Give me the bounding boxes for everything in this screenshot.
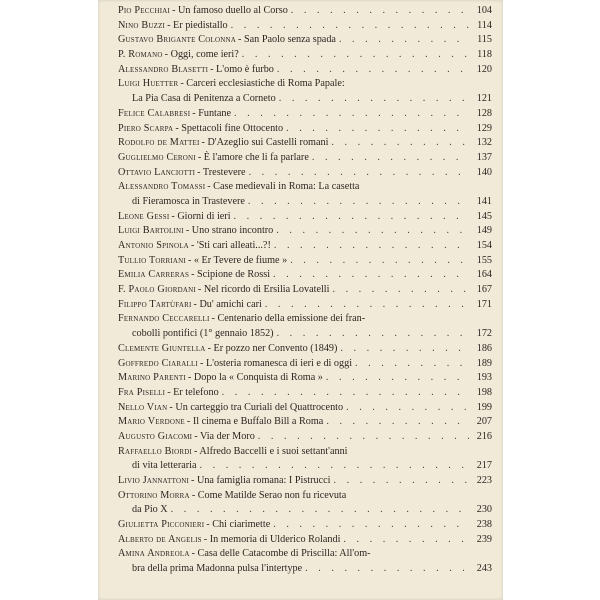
toc-entry-line xyxy=(118,357,492,372)
entry-page-number: 155 xyxy=(476,254,492,266)
toc-entry-line xyxy=(118,151,492,166)
entry-author: Amina Andreola xyxy=(118,548,190,560)
toc-entry xyxy=(118,268,492,283)
entry-title: - « Er Tevere de fiume » xyxy=(187,254,288,266)
entry-author: Alessandro Blasetti xyxy=(118,63,209,75)
entry-page-number: 243 xyxy=(476,563,492,575)
entry-page-number: 154 xyxy=(476,240,492,251)
toc-entry-line xyxy=(118,19,492,34)
entry-page-number: 149 xyxy=(476,225,492,237)
toc-entry xyxy=(118,298,492,313)
entry-title: - In memoria di Ulderico Rolandi xyxy=(203,533,341,545)
entry-title: - Dopo la « Conquista di Roma » xyxy=(187,372,323,384)
entry-title: - Case medievali in Roma: La casetta xyxy=(207,181,360,193)
entry-title: - Via der Moro xyxy=(194,430,255,442)
toc-entry xyxy=(118,445,492,474)
entry-title: - Trestevere xyxy=(197,166,246,178)
toc-entry-line xyxy=(118,4,492,19)
entry-author: Alessandro Tomassi xyxy=(118,181,206,193)
entry-title: - Uno strano incontro xyxy=(185,225,274,237)
toc-entry xyxy=(118,239,492,254)
leader-dots xyxy=(242,48,469,63)
toc-entry xyxy=(118,166,492,181)
toc-entry-line xyxy=(118,312,492,327)
entry-page-number: 104 xyxy=(476,5,492,16)
toc-entry xyxy=(118,122,492,137)
toc-entry xyxy=(118,357,492,372)
toc-entry-line xyxy=(118,254,492,269)
entry-title: - Chi ciarimette xyxy=(206,519,271,531)
entry-author: Antonio Spinola xyxy=(118,240,189,251)
entry-title: - L'osteria romanesca di ieri e di oggi xyxy=(200,357,353,369)
entry-title: - Come Matilde Serao non fu ricevuta xyxy=(191,489,347,501)
entry-title: - San Paolo senza spada xyxy=(238,34,336,46)
entry-title: - L'omo è furbo xyxy=(210,63,274,75)
toc-entry xyxy=(118,386,492,401)
entry-title: - Il cinema e Buffalo Bill a Roma xyxy=(186,416,324,428)
entry-page-number: 129 xyxy=(476,122,492,134)
entry-page-number: 141 xyxy=(476,195,492,207)
toc-entry xyxy=(118,151,492,166)
entry-page-number: 167 xyxy=(476,284,492,296)
toc-entry xyxy=(118,283,492,298)
entry-page-number: 171 xyxy=(476,298,492,310)
toc-entry-line xyxy=(118,77,492,92)
entry-title: - Un famoso duello al Corso xyxy=(172,5,288,16)
entry-title: - Una famiglia romana: I Pistrucci xyxy=(191,475,331,486)
entry-author: Fernando Ceccarelli xyxy=(118,313,210,325)
entry-page-number: 140 xyxy=(476,166,492,178)
toc-entry xyxy=(118,254,492,269)
toc-entry-line xyxy=(118,371,492,386)
toc-entry-line xyxy=(118,136,492,151)
toc-entry-line xyxy=(118,48,492,63)
entry-author: Gustavo Brigante Colonna xyxy=(118,34,237,46)
leader-dots xyxy=(343,533,469,548)
leader-dots xyxy=(277,327,469,342)
entry-page-number: 198 xyxy=(476,386,492,398)
entry-page-number: 193 xyxy=(476,372,492,384)
toc-entry-line xyxy=(118,107,492,122)
toc-entry-line xyxy=(118,268,492,283)
entry-title: - Nel ricordo di Ersilia Lovatelli xyxy=(197,284,330,296)
entry-page-number: 207 xyxy=(476,416,492,428)
leader-dots xyxy=(326,415,469,430)
leader-dots xyxy=(332,283,469,298)
entry-title: - Du' amichi cari xyxy=(193,298,262,310)
entry-title: da Pio X xyxy=(132,504,168,516)
entry-page-number: 216 xyxy=(476,430,492,442)
entry-author: Leone Gessi xyxy=(118,210,170,222)
toc-entry-continuation xyxy=(118,92,492,107)
leader-dots xyxy=(346,401,469,416)
leader-dots xyxy=(339,33,469,48)
toc-entry-line xyxy=(118,445,492,460)
entry-page-number: 137 xyxy=(476,151,492,163)
leader-dots xyxy=(326,371,469,386)
toc-entry-line xyxy=(118,122,492,137)
leader-dots xyxy=(234,210,469,225)
toc-entry-line xyxy=(118,474,492,489)
toc-entry-line xyxy=(118,298,492,313)
leader-dots xyxy=(355,357,469,372)
entry-title: - Centenario della emissione dei fran- xyxy=(211,313,366,325)
entry-author: Guglielmo Ceroni xyxy=(118,151,196,163)
entry-title: - È l'amore che li fa parlare xyxy=(197,151,309,163)
toc-entry xyxy=(118,312,492,341)
leader-dots xyxy=(265,298,469,313)
leader-dots xyxy=(277,63,469,78)
entry-title: - Er pozzo ner Convento (1849) xyxy=(207,342,338,354)
toc-entry xyxy=(118,518,492,533)
entry-page-number: 230 xyxy=(476,504,492,516)
leader-dots xyxy=(200,459,470,474)
leader-dots xyxy=(276,224,469,239)
entry-title: - D'Azeglio sui Castelli romani xyxy=(201,137,329,149)
leader-dots xyxy=(305,562,469,577)
entry-author: Luigi Bartolini xyxy=(118,225,184,237)
toc-entry-continuation xyxy=(118,459,492,474)
entry-author: Mario Verdone xyxy=(118,416,185,428)
toc-entry xyxy=(118,415,492,430)
toc-entry xyxy=(118,224,492,239)
entry-author: Rodolfo de Mattei xyxy=(118,137,200,149)
entry-title: - Carceri ecclesiastiche di Roma Papale: xyxy=(180,78,345,90)
entry-title: - Er piedistallo xyxy=(167,19,228,31)
entry-page-number: 145 xyxy=(476,210,492,222)
toc-entry xyxy=(118,19,492,34)
entry-title: - Un carteggio tra Curiali del Quattrocento xyxy=(169,401,344,413)
leader-dots xyxy=(274,239,469,254)
entry-title: - Alfredo Baccelli e i suoi settant'anni xyxy=(194,445,348,457)
entry-title: - Spettacoli fine Ottocento xyxy=(175,122,284,134)
toc-entry-line xyxy=(118,401,492,416)
entry-page-number: 120 xyxy=(476,63,492,75)
entry-title: - Er telefono xyxy=(167,386,219,398)
entry-title: - Oggi, come ieri? xyxy=(164,49,239,61)
toc-entry-line xyxy=(118,33,492,48)
entry-author: Ottorino Morra xyxy=(118,489,190,501)
toc-entry-line xyxy=(118,239,492,254)
entry-title: - Scipione de Rossi xyxy=(191,269,271,281)
entry-author: Ottavio Lanciotti xyxy=(118,166,196,178)
entry-title: cobolli pontifici (1° gennaio 1852) xyxy=(132,328,274,340)
entry-page-number: 115 xyxy=(477,34,492,46)
entry-page-number: 114 xyxy=(477,19,492,31)
toc-entry-line xyxy=(118,283,492,298)
entry-page-number: 164 xyxy=(476,269,492,281)
leader-dots xyxy=(334,474,470,489)
leader-dots xyxy=(291,4,469,19)
toc-entry-line xyxy=(118,489,492,504)
entry-title: - Funtane xyxy=(192,107,232,119)
toc-entry xyxy=(118,210,492,225)
toc-entry-line xyxy=(118,63,492,78)
toc-entry xyxy=(118,63,492,78)
toc-entry-continuation xyxy=(118,503,492,518)
toc-entry-continuation xyxy=(118,562,492,577)
entry-page-number: 118 xyxy=(477,49,492,61)
leader-dots xyxy=(234,107,469,122)
toc-entry xyxy=(118,401,492,416)
leader-dots xyxy=(312,151,469,166)
entry-page-number: 199 xyxy=(476,401,492,413)
toc-entry xyxy=(118,342,492,357)
entry-title: bra della prima Madonna pulsa l'intertype xyxy=(132,563,303,575)
entry-page-number: 217 xyxy=(476,460,492,472)
toc-entry xyxy=(118,107,492,122)
entry-title: La Pia Casa di Penitenza a Corneto xyxy=(132,93,276,105)
toc-entry-continuation xyxy=(118,327,492,342)
toc-entry-continuation xyxy=(118,195,492,210)
entry-title: di vita letteraria xyxy=(132,460,197,472)
entry-author: Felice Calabresi xyxy=(118,107,191,119)
entry-title: - Casa delle Catacombe di Priscilla: All'om- xyxy=(191,548,371,560)
toc-entry-line xyxy=(118,533,492,548)
leader-dots xyxy=(286,122,469,137)
toc-entry xyxy=(118,430,492,445)
toc-entry-line xyxy=(118,518,492,533)
entry-page-number: 121 xyxy=(476,93,492,105)
entry-author: Nino Buzzi xyxy=(118,19,166,31)
entry-page-number: 128 xyxy=(476,107,492,119)
leader-dots xyxy=(340,342,469,357)
leader-dots xyxy=(231,19,469,34)
entry-author: P. Romano xyxy=(118,49,163,61)
entry-author: Luigi Huetter xyxy=(118,78,179,90)
leader-dots xyxy=(273,518,469,533)
entry-author: Tullio Torriani xyxy=(118,254,186,266)
toc-entry-line xyxy=(118,547,492,562)
toc-entry xyxy=(118,371,492,386)
leader-dots xyxy=(171,503,469,518)
toc-entry-line xyxy=(118,166,492,181)
entry-author: Giulietta Picconieri xyxy=(118,519,205,531)
entry-author: Livio Jannattoni xyxy=(118,475,190,486)
entry-title: - Giorni di ieri xyxy=(171,210,231,222)
entry-author: Fra Piselli xyxy=(118,386,166,398)
leader-dots xyxy=(331,136,469,151)
entry-author: Augusto Giacomi xyxy=(118,430,193,442)
entry-page-number: 189 xyxy=(476,357,492,369)
entry-author: Nello Vian xyxy=(118,401,168,413)
entry-author: Raffaello Biordi xyxy=(118,445,193,457)
entry-page-number: 239 xyxy=(476,533,492,545)
toc-entry xyxy=(118,474,492,489)
entry-page-number: 186 xyxy=(476,342,492,354)
leader-dots xyxy=(248,195,469,210)
entry-author: Emilia Carreras xyxy=(118,269,190,281)
toc-entry-line xyxy=(118,386,492,401)
entry-page-number: 132 xyxy=(476,137,492,149)
toc-entry xyxy=(118,48,492,63)
entry-author: Marino Parenti xyxy=(118,372,186,384)
entry-page-number: 223 xyxy=(476,475,492,486)
toc-entry xyxy=(118,136,492,151)
toc-entry-line xyxy=(118,180,492,195)
entry-author: Filippo Tartùfari xyxy=(118,298,192,310)
leader-dots xyxy=(273,268,469,283)
leader-dots xyxy=(222,386,469,401)
leader-dots xyxy=(258,430,469,445)
entry-author: Pio Pecchiai xyxy=(118,5,171,16)
toc-entry xyxy=(118,4,492,19)
toc-entry xyxy=(118,547,492,576)
leader-dots xyxy=(249,166,469,181)
toc-entry-line xyxy=(118,224,492,239)
leader-dots xyxy=(290,254,469,269)
toc-entry-line xyxy=(118,430,492,445)
leader-dots xyxy=(279,92,469,107)
entry-title: di Fieramosca in Trastevere xyxy=(132,195,245,207)
toc-entry-line xyxy=(118,210,492,225)
entry-author: Piero Scarpa xyxy=(118,122,174,134)
toc-entry xyxy=(118,180,492,209)
toc-entry-line xyxy=(118,415,492,430)
toc-entry xyxy=(118,489,492,518)
toc-entry xyxy=(118,533,492,548)
entry-author: Clemente Giuntella xyxy=(118,342,206,354)
entry-page-number: 172 xyxy=(476,328,492,340)
table-of-contents xyxy=(118,4,492,577)
entry-author: Alberto de Angelis xyxy=(118,533,202,545)
toc-entry xyxy=(118,77,492,106)
toc-entry xyxy=(118,33,492,48)
entry-author: F. Paolo Giordani xyxy=(118,284,196,296)
entry-page-number: 238 xyxy=(476,519,492,531)
entry-author: Goffredo Ciaralli xyxy=(118,357,198,369)
toc-entry-line xyxy=(118,342,492,357)
entry-title: - 'Sti cari alleati...?! xyxy=(190,240,271,251)
